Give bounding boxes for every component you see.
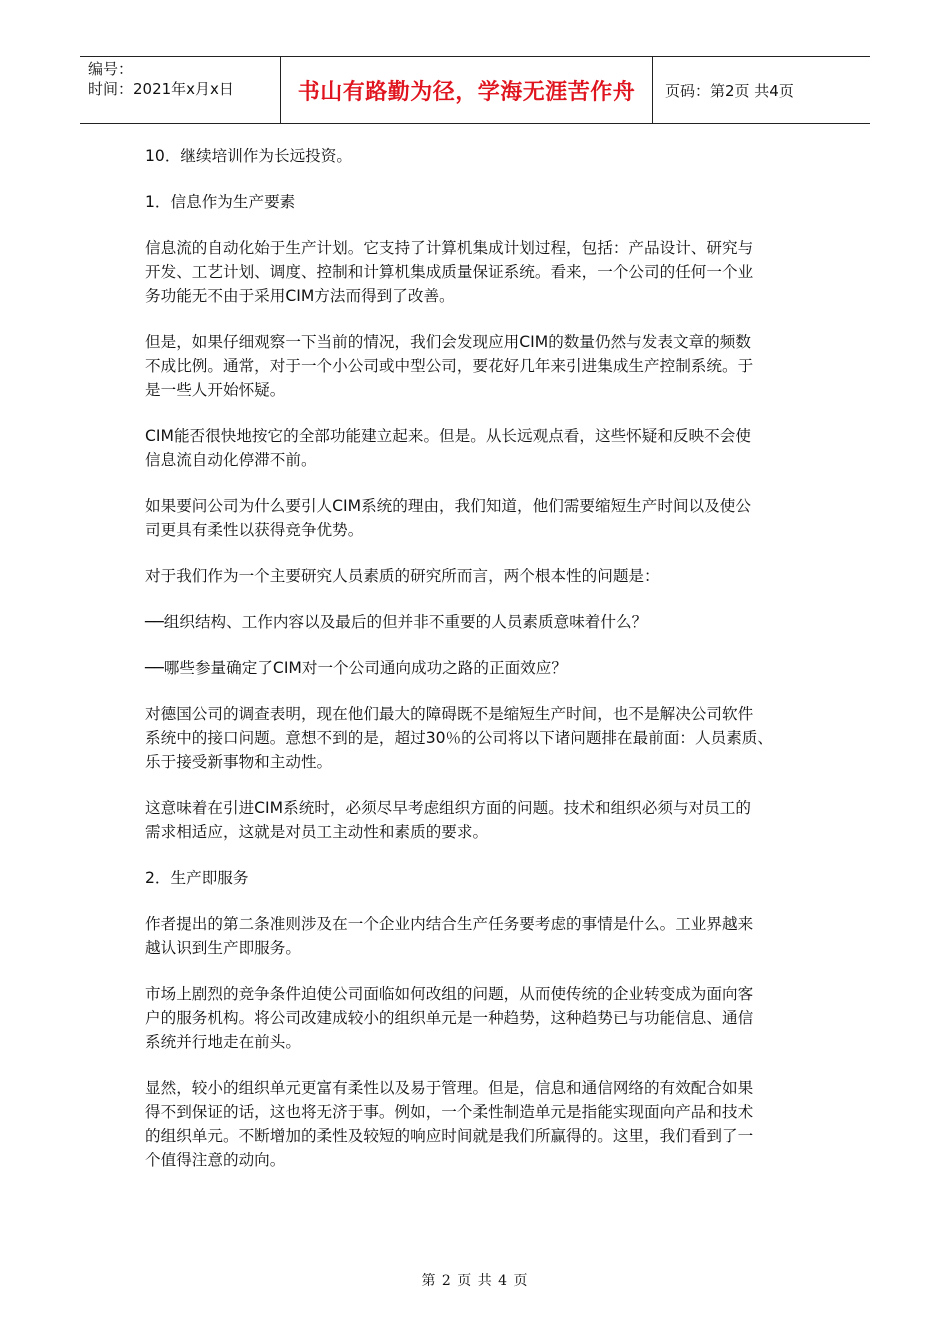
paragraph: 但是，如果仔细观察一下当前的情况，我们会发现应用CIM的数量仍然与发表文章的频数 不成比例。通常，对于一个小公司或中型公司，要花好几年来引进集成生产控制系统。于 是一些人开始怀疑。 [145, 333, 754, 399]
paragraph: 作者提出的第二条准则涉及在一个企业内结合生产任务要考虑的事情是什么。工业界越来 越认识到生产即服务。 [145, 915, 754, 957]
motto-text: 书山有路勤为径，学海无涯苦作舟 [297, 79, 636, 105]
document-body [145, 144, 845, 1194]
paragraph: 这意味着在引进CIM系统时，必须尽早考虑组织方面的问题。技术和组织必须与对员工的 需求相适应，这就是对员工主动性和素质的要求。 [145, 799, 751, 841]
page-header [80, 56, 870, 124]
section-heading: 2．生产即服务 [145, 869, 249, 887]
paragraph: 市场上剧烈的竞争条件迫使公司面临如何改组的问题，从而使传统的企业转变成为面向客 户的服务机构。将公司改建成较小的组织单元是一种趋势，这种趋势已与功能信息、通信 系统并行地走在前头。 [145, 985, 754, 1051]
paragraph: 显然，较小的组织单元更富有柔性以及易于管理。但是，信息和通信网络的有效配合如果 得不到保证的话，这也将无济于事。例如，一个柔性制造单元是指能实现面向产品和技术 的组织单元。不断增加的柔性及较短的响应时间就是我们所赢得的。这里，我们看到了一 个值得注意的动向。 [145, 1079, 754, 1169]
list-item: ──哪些参量确定了CIM对一个公司通向成功之路的正面效应？ [145, 659, 567, 677]
paragraph: 信息流的自动化始于生产计划。它支持了计算机集成计划过程，包括：产品设计、研究与 开发、工艺计划、调度、控制和计算机集成质量保证系统。看来，一个公司的任何一个业 务功能无不由于采用CIM方法而得到了改善。 [145, 239, 754, 305]
serial-label: 编号： [88, 60, 134, 78]
time-label: 时间：2021年x月x日 [88, 80, 234, 98]
paragraph: 如果要问公司为什么要引人CIM系统的理由，我们知道，他们需要缩短生产时间以及使公 司更具有柔性以获得竞争优势。 [145, 497, 751, 539]
header-page-cell [653, 57, 870, 123]
paragraph: 10．继续培训作为长远投资。 [145, 147, 352, 165]
header-meta [80, 57, 281, 123]
paragraph: CIM能否很快地按它的全部功能建立起来。但是。从长远观点看，这些怀疑和反映不会使 信息流自动化停滞不前。 [145, 427, 751, 469]
paragraph: 对德国公司的调查表明，现在他们最大的障碍既不是缩短生产时间，也不是解决公司软件 系统中的接口问题。意想不到的是，超过30％的公司将以下诸问题排在最前面：人员素质、 乐于接受新事物和主动性。 [145, 705, 773, 771]
page-footer: 第 2 页 共 4 页 [421, 1273, 529, 1289]
section-heading: 1．信息作为生产要素 [145, 193, 296, 211]
list-item: ──组织结构、工作内容以及最后的但并非不重要的人员素质意味着什么？ [145, 613, 648, 631]
header-motto-cell [281, 57, 653, 123]
page-label: 页码：第2页 共4页 [665, 81, 794, 100]
paragraph: 对于我们作为一个主要研究人员素质的研究所而言，两个根本性的问题是： [145, 567, 660, 585]
